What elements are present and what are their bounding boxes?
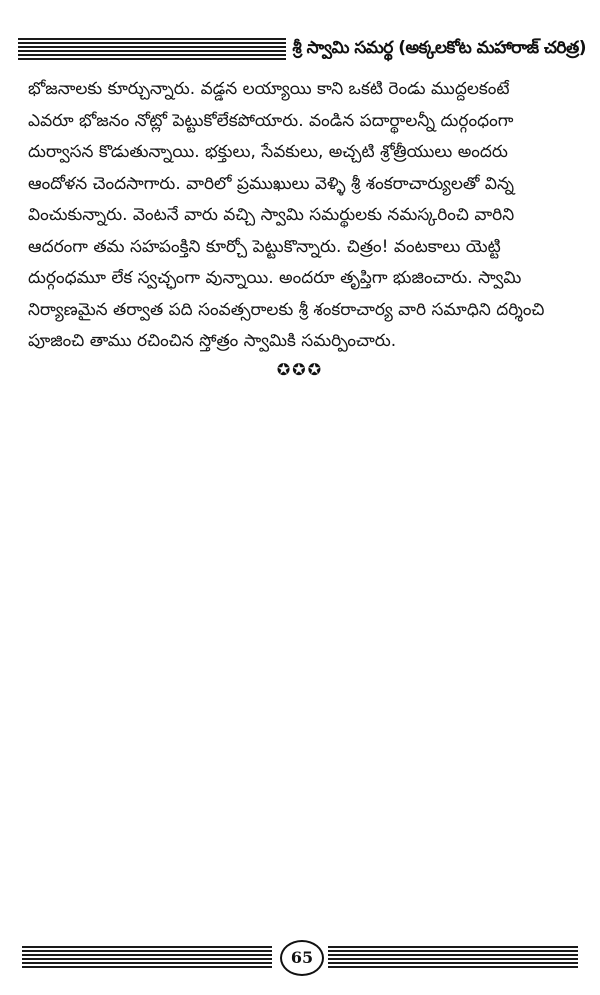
running-header-title: శ్రీ స్వామి సమర్థ (అక్కలకోట మహారాజ్ చరిత్ర)	[286, 30, 586, 66]
text-line: పూజించి తాము రచించిన స్తోత్రం స్వామికి సమర్పించారు.	[28, 331, 397, 351]
text-line: వించుకున్నారు. వెంటనే వారు వచ్చి స్వామి సమర్థులకు నమస్కరించి వారిని	[28, 205, 515, 225]
body-paragraph	[28, 74, 580, 358]
text-line: భోజనాలకు కూర్చున్నారు. వడ్డన లయ్యాయి కాని ఒకటి రెండు ముద్దలకంటే	[28, 79, 510, 99]
footer-decorative-rules-left	[22, 946, 272, 968]
section-end-ornament: ✪✪✪	[276, 360, 324, 379]
footer-decorative-rules-right	[328, 946, 578, 968]
text-line: ఆదరంగా తమ సహపంక్తిని కూర్చో పెట్టుకొన్నారు. చిత్రం! వంటకాలు యెట్టి	[28, 236, 501, 257]
text-line: నిర్యాణమైన తర్వాత పది సంవత్సరాలకు శ్రీ శంకరాచార్య వారి సమాధిని దర్శించి	[28, 299, 545, 320]
running-header	[18, 30, 586, 66]
page-footer	[22, 938, 578, 974]
header-decorative-rules	[18, 38, 290, 60]
page-number: 65	[280, 940, 324, 976]
text-line: ఆందోళన చెందసాగారు. వారిలో ప్రముఖులు వెళ్ళి శ్రీ శంకరాచార్యులతో విన్న	[28, 173, 514, 194]
text-line: దుర్గంధమూ లేక స్వచ్ఛంగా వున్నాయి. అందరూ తృప్తిగా భుజించారు. స్వామి	[28, 268, 522, 288]
text-line: దుర్వాసన కొడుతున్నాయి. భక్తులు, సేవకులు, అచ్చటి శ్రోత్రీయులు అందరు	[28, 142, 508, 162]
text-line: ఎవరూ భోజనం నోట్లో పెట్టుకోలేకపోయారు. వండిన పదార్థాలన్నీ దుర్గంధంగా	[28, 110, 514, 131]
